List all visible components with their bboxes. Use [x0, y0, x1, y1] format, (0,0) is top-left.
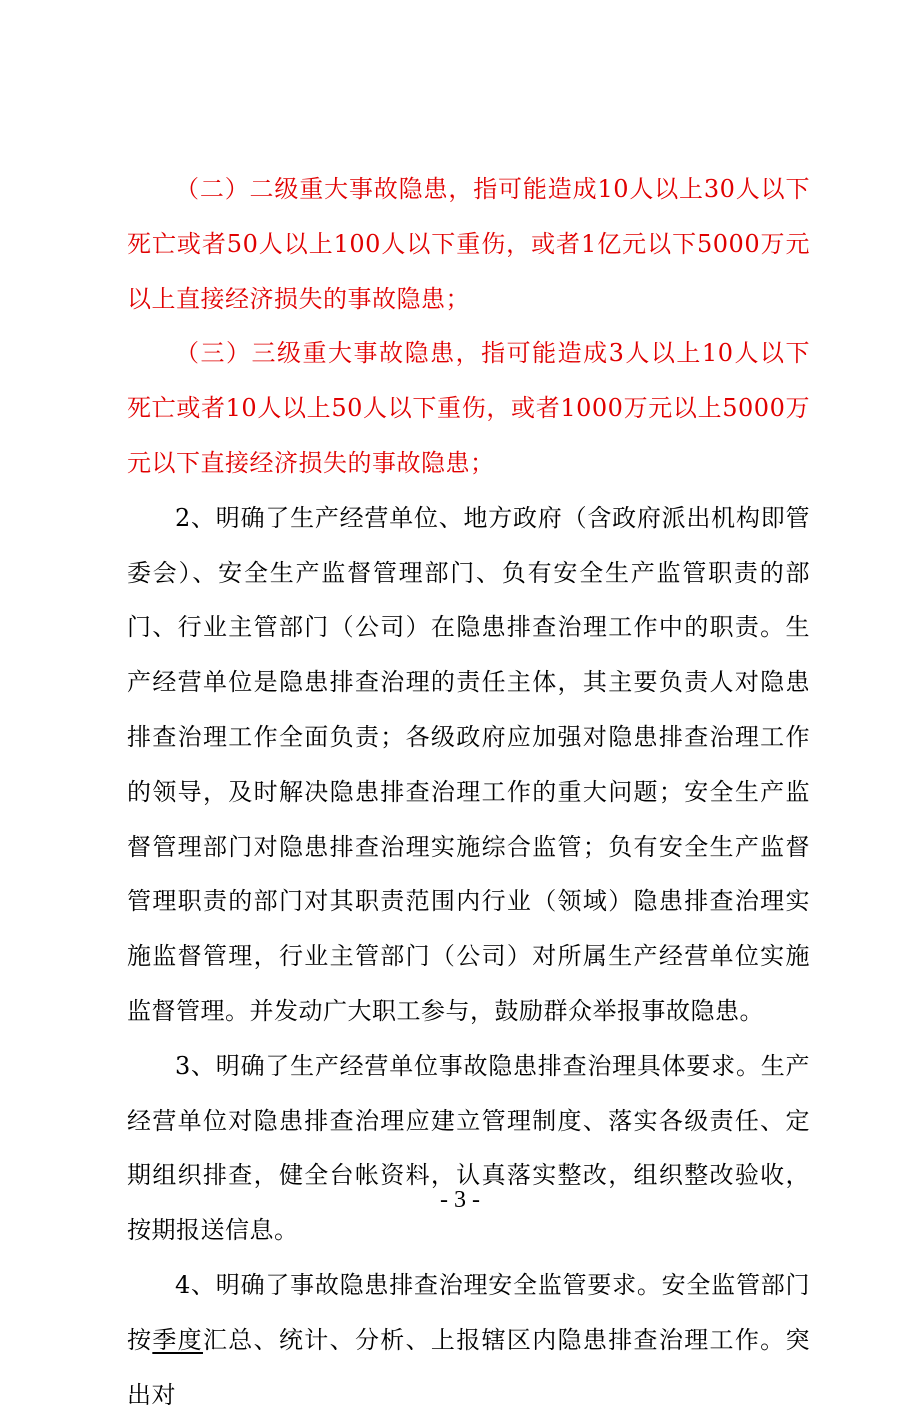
paragraph-item-2-responsibilities: 2、明确了生产经营单位、地方政府（含政府派出机构即管委会）、安全生产监督管理部门、负有安全生产监管职责的部门、行业主管部门（公司）在隐患排查治理工作中的职责。生产经营单位是隐患排查治理的责任主体，其主要负责人对隐患排查治理工作全面负责；各级政府应加强对隐患排查治理工作的领导，及时解决隐患排查治理工作的重大问题；安全生产监督管理部门对隐患排查治理实施综合监管；负有安全生产监督管理职责的部门对其职责范围内行业（领域）隐患排查治理实施监督管理，行业主管部门（公司）对所属生产经营单位实施监督管理。并发动广大职工参与，鼓励群众举报事故隐患。	[127, 503, 810, 1025]
page-number: - 3 -	[440, 1187, 480, 1213]
paragraph-item-4-supervision	[127, 1258, 810, 1422]
item-4-lead-text: 4、明确了事故隐患排查治理安全监管要求。安全监管部门按	[127, 1270, 810, 1354]
paragraph-level-3-hazard: （三）三级重大事故隐患，指可能造成3人以上10人以下死亡或者10人以上50人以下重伤，或者1000万元以上5000万元以下直接经济损失的事故隐患；	[127, 339, 810, 477]
item-4-rest-text: 汇总、统计、分析、上报辖区内隐患排查治理工作。突出对	[127, 1325, 811, 1409]
paragraph-level-2-hazard: （二）二级重大事故隐患，指可能造成10人以上30人以下死亡或者50人以上100人以下重伤，或者1亿元以下5000万元以上直接经济损失的事故隐患；	[127, 175, 810, 313]
paragraph-item-3-requirements: 3、明确了生产经营单位事故隐患排查治理具体要求。生产经营单位对隐患排查治理应建立管理制度、落实各级责任、定期组织排查，健全台帐资料，认真落实整改，组织整改验收，按期报送信息。	[127, 1051, 810, 1245]
document-body	[127, 162, 810, 1422]
item-4-underlined-term: 季度	[152, 1325, 203, 1354]
